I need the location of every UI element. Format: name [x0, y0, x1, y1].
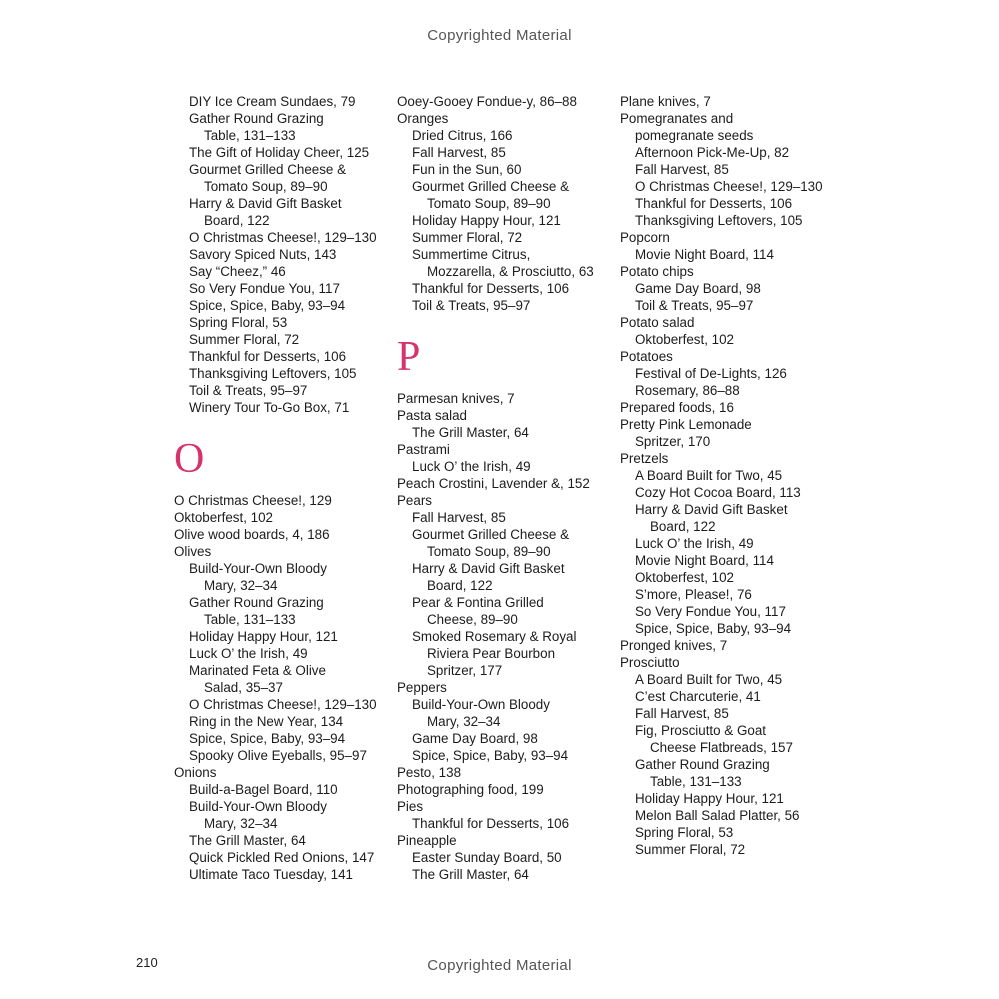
- index-subentry: Gourmet Grilled Cheese &: [412, 527, 570, 542]
- index-subentry: Spooky Olive Eyeballs, 95–97: [189, 748, 367, 763]
- index-subentry: pomegranate seeds: [635, 128, 754, 143]
- index-heading: Plane knives, 7: [620, 94, 711, 109]
- index-subentry: The Grill Master, 64: [189, 833, 306, 848]
- index-subentry: Luck O’ the Irish, 49: [189, 646, 308, 661]
- index-subentry: Spice, Spice, Baby, 93–94: [635, 621, 792, 636]
- index-heading: Pineapple: [397, 833, 457, 848]
- index-subentry: Thankful for Desserts, 106: [412, 816, 570, 831]
- index-subentry: So Very Fondue You, 117: [189, 281, 340, 296]
- index-subentry: Mozzarella, & Prosciutto, 63: [427, 264, 594, 279]
- index-heading: Pastrami: [397, 442, 450, 457]
- index-subentry: Gather Round Grazing: [189, 595, 324, 610]
- index-subentry: Thankful for Desserts, 106: [189, 349, 347, 364]
- index-heading: Pies: [397, 799, 424, 814]
- index-subentry: Spring Floral, 53: [635, 825, 734, 840]
- index-subentry: Toil & Treats, 95–97: [412, 298, 531, 313]
- index-subentry: Gourmet Grilled Cheese &: [189, 162, 347, 177]
- index-subentry: DIY Ice Cream Sundaes, 79: [189, 94, 356, 109]
- index-heading: Pretzels: [620, 451, 669, 466]
- index-subentry: Spring Floral, 53: [189, 315, 288, 330]
- index-subentry: O Christmas Cheese!, 129–130: [189, 697, 377, 712]
- index-subentry: Holiday Happy Hour, 121: [412, 213, 561, 228]
- index-subentry: Luck O’ the Irish, 49: [635, 536, 754, 551]
- index-subentry: Cheese, 89–90: [427, 612, 518, 627]
- index-subentry: Gourmet Grilled Cheese &: [412, 179, 570, 194]
- index-subentry: So Very Fondue You, 117: [635, 604, 786, 619]
- index-subentry: Holiday Happy Hour, 121: [189, 629, 338, 644]
- index-subentry: Spritzer, 170: [635, 434, 711, 449]
- index-column-2: [397, 93, 612, 883]
- index-subentry: Spritzer, 177: [427, 663, 503, 678]
- index-subentry: S’more, Please!, 76: [635, 587, 752, 602]
- index-heading: Oranges: [397, 111, 449, 126]
- index-subentry: O Christmas Cheese!, 129–130: [635, 179, 823, 194]
- index-subentry: Tomato Soup, 89–90: [427, 544, 551, 559]
- index-subentry: Fall Harvest, 85: [635, 706, 729, 721]
- index-subentry: Harry & David Gift Basket: [412, 561, 565, 576]
- index-heading: Potatoes: [620, 349, 673, 364]
- index-subentry: Rosemary, 86–88: [635, 383, 740, 398]
- index-subentry: Board, 122: [650, 519, 716, 534]
- index-subentry: Festival of De-Lights, 126: [635, 366, 787, 381]
- index-subentry: Summer Floral, 72: [189, 332, 300, 347]
- index-heading: Pomegranates and: [620, 111, 734, 126]
- index-heading: Potato salad: [620, 315, 695, 330]
- index-column-3: [620, 93, 835, 858]
- index-heading: Parmesan knives, 7: [397, 391, 515, 406]
- index-subentry: C’est Charcuterie, 41: [635, 689, 761, 704]
- index-subentry: Table, 131–133: [650, 774, 742, 789]
- index-subentry: Table, 131–133: [204, 128, 296, 143]
- index-subentry: Build-Your-Own Bloody: [412, 697, 550, 712]
- index-subentry: Fall Harvest, 85: [412, 145, 506, 160]
- index-subentry: Fall Harvest, 85: [635, 162, 729, 177]
- index-heading: Olive wood boards, 4, 186: [174, 527, 330, 542]
- watermark-top: Copyrighted Material: [427, 27, 572, 44]
- index-subentry: Ultimate Taco Tuesday, 141: [189, 867, 354, 882]
- index-subentry: Toil & Treats, 95–97: [189, 383, 308, 398]
- index-subentry: Tomato Soup, 89–90: [427, 196, 551, 211]
- watermark-bottom: Copyrighted Material: [427, 957, 572, 974]
- index-subentry: Quick Pickled Red Onions, 147: [189, 850, 375, 865]
- index-heading: Ooey-Gooey Fondue-y, 86–88: [397, 94, 577, 109]
- index-subentry: Mary, 32–34: [204, 578, 278, 593]
- index-subentry: Summer Floral, 72: [635, 842, 746, 857]
- index-subentry: Build-Your-Own Bloody: [189, 799, 327, 814]
- index-heading: Pronged knives, 7: [620, 638, 728, 653]
- index-subentry: Afternoon Pick-Me-Up, 82: [635, 145, 790, 160]
- index-subentry: A Board Built for Two, 45: [635, 468, 783, 483]
- index-subentry: Mary, 32–34: [427, 714, 501, 729]
- index-subentry: Spice, Spice, Baby, 93–94: [189, 298, 346, 313]
- index-heading: Pretty Pink Lemonade: [620, 417, 752, 432]
- index-heading: Prosciutto: [620, 655, 680, 670]
- section-letter: O: [174, 436, 205, 482]
- index-subentry: Melon Ball Salad Platter, 56: [635, 808, 800, 823]
- index-subentry: Summertime Citrus,: [412, 247, 531, 262]
- index-subentry: Cozy Hot Cocoa Board, 113: [635, 485, 801, 500]
- index-subentry: Ring in the New Year, 134: [189, 714, 344, 729]
- index-subentry: Smoked Rosemary & Royal: [412, 629, 577, 644]
- index-subentry: Build-Your-Own Bloody: [189, 561, 327, 576]
- index-subentry: Luck O’ the Irish, 49: [412, 459, 531, 474]
- index-subentry: Toil & Treats, 95–97: [635, 298, 754, 313]
- index-heading: Onions: [174, 765, 217, 780]
- index-heading: Photographing food, 199: [397, 782, 544, 797]
- index-subentry: Game Day Board, 98: [635, 281, 761, 296]
- index-subentry: Build-a-Bagel Board, 110: [189, 782, 338, 797]
- index-subentry: Thanksgiving Leftovers, 105: [189, 366, 357, 381]
- index-subentry: Summer Floral, 72: [412, 230, 523, 245]
- index-heading: Pasta salad: [397, 408, 467, 423]
- index-heading: Olives: [174, 544, 212, 559]
- index-subentry: Spice, Spice, Baby, 93–94: [189, 731, 346, 746]
- index-subentry: Harry & David Gift Basket: [189, 196, 342, 211]
- index-heading: Popcorn: [620, 230, 670, 245]
- index-subentry: Winery Tour To-Go Box, 71: [189, 400, 350, 415]
- index-subentry: Fun in the Sun, 60: [412, 162, 522, 177]
- index-subentry: Riviera Pear Bourbon: [427, 646, 556, 661]
- index-subentry: Thankful for Desserts, 106: [635, 196, 793, 211]
- index-subentry: Marinated Feta & Olive: [189, 663, 326, 678]
- index-heading: Potato chips: [620, 264, 694, 279]
- index-subentry: Thanksgiving Leftovers, 105: [635, 213, 803, 228]
- index-heading: Peppers: [397, 680, 447, 695]
- index-subentry: A Board Built for Two, 45: [635, 672, 783, 687]
- page-number: 210: [136, 955, 158, 970]
- index-subentry: Oktoberfest, 102: [635, 570, 734, 585]
- index-subentry: Fig, Prosciutto & Goat: [635, 723, 766, 738]
- index-subentry: Game Day Board, 98: [412, 731, 538, 746]
- index-subentry: Table, 131–133: [204, 612, 296, 627]
- index-subentry: Movie Night Board, 114: [635, 247, 774, 262]
- index-heading: Pesto, 138: [397, 765, 462, 780]
- index-subentry: Thankful for Desserts, 106: [412, 281, 570, 296]
- index-subentry: The Gift of Holiday Cheer, 125: [189, 145, 370, 160]
- index-subentry: Mary, 32–34: [204, 816, 278, 831]
- index-subentry: Pear & Fontina Grilled: [412, 595, 544, 610]
- index-heading: Peach Crostini, Lavender &, 152: [397, 476, 590, 491]
- index-subentry: Savory Spiced Nuts, 143: [189, 247, 337, 262]
- index-heading: O Christmas Cheese!, 129: [174, 493, 332, 508]
- index-subentry: Harry & David Gift Basket: [635, 502, 788, 517]
- index-heading: Oktoberfest, 102: [174, 510, 273, 525]
- index-column-1: [174, 93, 389, 883]
- index-subentry: Movie Night Board, 114: [635, 553, 774, 568]
- index-subentry: Easter Sunday Board, 50: [412, 850, 562, 865]
- index-subentry: Cheese Flatbreads, 157: [650, 740, 793, 755]
- index-subentry: Board, 122: [427, 578, 493, 593]
- section-letter: P: [397, 334, 421, 380]
- index-subentry: Fall Harvest, 85: [412, 510, 506, 525]
- index-subentry: Salad, 35–37: [204, 680, 283, 695]
- index-subentry: Tomato Soup, 89–90: [204, 179, 328, 194]
- index-subentry: Say “Cheez,” 46: [189, 264, 286, 279]
- index-heading: Pears: [397, 493, 432, 508]
- index-subentry: Gather Round Grazing: [189, 111, 324, 126]
- index-subentry: Spice, Spice, Baby, 93–94: [412, 748, 569, 763]
- index-subentry: The Grill Master, 64: [412, 867, 529, 882]
- index-subentry: Oktoberfest, 102: [635, 332, 734, 347]
- index-subentry: Holiday Happy Hour, 121: [635, 791, 784, 806]
- index-heading: Prepared foods, 16: [620, 400, 734, 415]
- index-subentry: Dried Citrus, 166: [412, 128, 513, 143]
- index-subentry: O Christmas Cheese!, 129–130: [189, 230, 377, 245]
- index-subentry: The Grill Master, 64: [412, 425, 529, 440]
- index-subentry: Gather Round Grazing: [635, 757, 770, 772]
- index-subentry: Board, 122: [204, 213, 270, 228]
